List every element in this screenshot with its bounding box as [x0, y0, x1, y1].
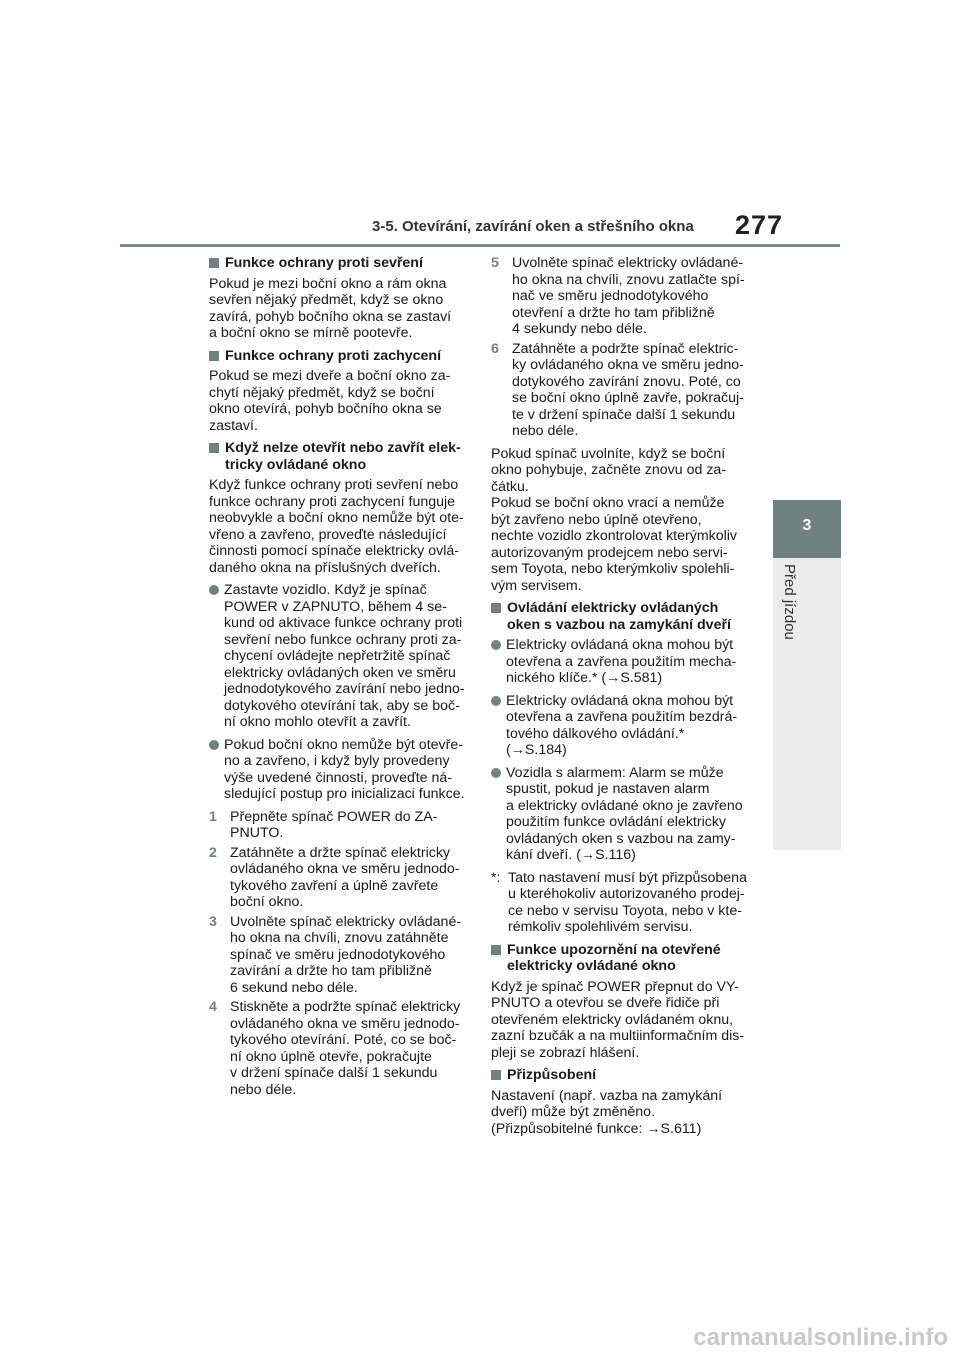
text-line: nebo déle. — [230, 1081, 297, 1098]
text-line: pleji se zobrazí hlášení. — [491, 1044, 640, 1061]
step-item — [209, 999, 469, 1098]
text-line: ce nebo v servisu Toyota, nebo v kte- — [508, 902, 742, 919]
circle-bullet-icon — [491, 768, 501, 778]
page-number: 277 — [735, 210, 784, 240]
text-line: PNUTO a otevřou se dveře řidiče při — [491, 995, 720, 1011]
text-line: Pokud se mezi dveře a boční okno za- — [209, 368, 451, 384]
paragraph — [209, 368, 469, 434]
text-line: ky ovládaného okna ve směru jedno- — [512, 357, 744, 373]
chapter-number: 3 — [802, 517, 812, 534]
text-line: neobvykle a boční okno nemůže být ote- — [209, 510, 464, 526]
text-line: Stiskněte a podržte spínač elektricky — [230, 999, 461, 1015]
circle-bullet-icon — [491, 696, 501, 706]
text-line: a elektricky ovládané okno je zavřeno — [506, 797, 743, 814]
bullet-item — [491, 637, 751, 687]
text-line: Tato nastavení musí být přizpůsobena — [508, 869, 747, 886]
text-line: nebo déle. — [512, 423, 579, 439]
text-line: zazní bzučák a na multiinformačním dis- — [491, 1028, 745, 1044]
text-line: sevření nebo funkce ochrany proti za- — [224, 631, 462, 648]
text-line: dotykového otevírání tak, aby se boč- — [224, 697, 460, 714]
square-bullet-icon — [209, 443, 219, 453]
square-bullet-icon — [491, 1070, 501, 1080]
text-line: nač ve směru jednodotykového — [512, 288, 709, 304]
text-line: výše uvedené činnosti, proveďte ná- — [224, 769, 452, 786]
circle-bullet-icon — [209, 740, 219, 750]
text-line: Zatáhněte a držte spínač elektricky — [230, 844, 451, 861]
text-line: kání dveří. (→S.116) — [506, 847, 636, 863]
text-line: ovládaných oken s vazbou na zamy- — [506, 830, 736, 847]
step-number: 5 — [491, 255, 499, 271]
step-number: 3 — [209, 913, 217, 930]
bullet-item — [209, 582, 469, 731]
text-line: chycení ovládejte nepřetržitě spínač — [224, 648, 451, 664]
left-column — [209, 255, 469, 1101]
text-line: 6 sekund nebo déle. — [230, 979, 358, 996]
step-number: 6 — [491, 340, 499, 357]
square-bullet-icon — [209, 351, 219, 361]
text-line: použitím funkce ovládání elektricky — [506, 814, 727, 830]
text-line: ho okna na chvíli, znovu zatlačte spí- — [512, 271, 745, 288]
text-line: Zastavte vozidlo. Když je spínač — [224, 582, 427, 598]
text-line: chytí nějaký předmět, když se boční — [209, 384, 435, 401]
text-line: Když nelze otevřít nebo zavřít elek- — [225, 440, 461, 456]
text-line: tykového otevírání. Poté, co se boč- — [230, 1032, 457, 1048]
text-line: Pokud spínač uvolníte, když se boční — [491, 445, 726, 462]
text-line: sem Toyota, nebo kterýmkoliv spolehli- — [491, 561, 735, 577]
text-line: Zatáhněte a podržte spínač elektric- — [512, 340, 739, 357]
text-line: kund od aktivace funkce ochrany proti — [224, 615, 463, 631]
text-line: Když je spínač POWER přepnut do VY- — [491, 978, 739, 995]
text-line: elektricky ovládaných oken ve směru — [224, 664, 456, 681]
circle-bullet-icon — [209, 585, 219, 595]
text-line: PNUTO. — [230, 825, 284, 841]
step-item — [209, 914, 469, 997]
heading-window-lock-linked — [491, 600, 751, 633]
text-line: ho okna na chvíli, znovu zatáhněte — [230, 930, 449, 946]
heading-window-cannot-open — [209, 440, 469, 473]
text-line: činnosti pomocí spínače elektricky ovlá- — [209, 543, 459, 559]
step-number: 2 — [209, 844, 217, 861]
text-line: boční okno. — [230, 894, 304, 910]
bullet-item — [209, 737, 469, 803]
step-item — [209, 845, 469, 911]
text-line: Pokud se boční okno vrací a nemůže — [491, 495, 725, 511]
paragraph — [209, 276, 469, 342]
text-line: Uvolněte spínač elektricky ovládané- — [512, 255, 744, 271]
circle-bullet-icon — [491, 640, 501, 650]
chapter-label: Před jízdou — [781, 564, 798, 640]
bullet-item — [491, 693, 751, 759]
square-bullet-icon — [491, 945, 501, 955]
text-line: sevřen nějaký předmět, když se okno — [209, 292, 444, 308]
text-line: sledující postup pro inicializaci funkce. — [224, 786, 465, 802]
text-line: dveří) může být změněno. — [491, 1104, 656, 1120]
heading-customization: Přizpůsobení — [491, 1067, 751, 1084]
text-line: dotykového zavírání znovu. Poté, co — [512, 373, 741, 390]
text-line: otevřena a zavřena použitím bezdrá- — [506, 709, 738, 725]
text-line: tykového zavření a úplně zavřete — [230, 877, 439, 894]
step-item — [209, 809, 469, 842]
text-line: a boční okno se mírně pootevře. — [209, 325, 413, 341]
text-line: otevřeném elektricky ovládaném oknu, — [491, 1011, 734, 1028]
text-line: Elektricky ovládaná okna mohou být — [506, 637, 734, 653]
text-line: Elektricky ovládaná okna mohou být — [506, 692, 734, 709]
text-line: nechte vozidlo zkontrolovat kterýmkoliv — [491, 528, 738, 544]
text-line: spustit, pokud je nastaven alarm — [506, 781, 710, 797]
text-line: tricky ovládané okno — [225, 456, 367, 473]
text-line: autorizovaným prodejcem nebo servi- — [491, 544, 728, 561]
text-line: Když funkce ochrany proti sevření nebo — [209, 477, 459, 493]
text-line: otevřena a zavřena použitím mecha- — [506, 653, 737, 670]
text-line: daného okna na příslušných dveřích. — [209, 559, 441, 576]
paragraph — [491, 1088, 751, 1138]
heading-open-window-warning — [491, 942, 751, 975]
text-line: ní okno mohlo otevřít a zavřít. — [224, 714, 411, 730]
text-line: no a zavřeno, i když byly provedeny — [224, 753, 450, 769]
text-line: být zavřeno nebo úplně otevřeno, — [491, 511, 702, 528]
text-line: spínač ve směru jednodotykového — [230, 946, 446, 963]
footnote-mark: *: — [491, 869, 501, 886]
text-line: Funkce upozornění na otevřené — [507, 941, 721, 958]
text-line: u kteréhokoliv autorizovaného prodej- — [508, 886, 745, 902]
text-line: tového dálkového ovládání.* — [506, 725, 685, 742]
text-line: čátku. — [491, 478, 529, 495]
text-line: (→S.184) — [506, 742, 567, 758]
text-line: Ovládání elektricky ovládaných — [507, 600, 719, 616]
text-line: okno pohybuje, začněte znovu od za- — [491, 462, 727, 478]
step-number: 1 — [209, 808, 217, 825]
step-number: 4 — [209, 999, 217, 1015]
footnote — [491, 870, 751, 936]
paragraph — [491, 446, 751, 595]
square-bullet-icon — [491, 603, 501, 613]
right-column — [491, 255, 751, 1143]
heading-catch-protection: Funkce ochrany proti zachycení — [209, 348, 469, 365]
paragraph — [209, 477, 469, 576]
step-item — [491, 255, 751, 338]
bullet-item — [491, 765, 751, 864]
text-line: zastaví. — [209, 417, 258, 434]
text-line: jednodotykového zavírání nebo jedno- — [224, 681, 465, 697]
paragraph — [491, 979, 751, 1062]
text-line: otevření a držte ho tam přibližně — [512, 304, 715, 321]
text-line: ní okno úplně otevře, pokračujte — [230, 1048, 432, 1065]
text-line: zavírání a držte ho tam přibližně — [230, 963, 432, 979]
text-line: funkce ochrany proti zachycení funguje — [209, 493, 456, 510]
text-line: (Přizpůsobitelné funkce: →S.611) — [491, 1120, 702, 1137]
text-line: se boční okno úplně zavře, pokračuj- — [512, 390, 744, 406]
step-item — [491, 341, 751, 440]
text-line: Pokud je mezi boční okno a rám okna — [209, 275, 447, 292]
text-line: POWER v ZAPNUTO, během 4 se- — [224, 598, 447, 615]
text-line: zavírá, pohyb bočního okna se zastaví — [209, 308, 452, 325]
text-line: ovládaného okna ve směru jednodo- — [230, 861, 460, 877]
text-line: v držení spínače další 1 sekundu — [230, 1065, 438, 1081]
text-line: vřeno a zavřeno, proveďte následující — [209, 526, 447, 543]
text-line: rémkoliv spolehlivém servisu. — [508, 919, 693, 935]
text-line: Vozidla s alarmem: Alarm se může — [506, 764, 724, 781]
heading-pinch-protection: Funkce ochrany proti sevření — [209, 255, 469, 272]
watermark: carmanualsonline.info — [693, 1324, 948, 1351]
square-bullet-icon — [209, 258, 219, 268]
chapter-tab — [773, 500, 841, 558]
text-line: te v držení spínače další 1 sekundu — [512, 406, 736, 423]
text-line: nického klíče.* (→S.581) — [506, 670, 663, 686]
section-title: 3-5. Otevírání, zavírání oken a střešního okna — [372, 218, 694, 235]
text-line: Nastavení (např. vazba na zamykání — [491, 1087, 723, 1104]
header-divider — [120, 244, 840, 247]
text-line: 4 sekundy nebo déle. — [512, 321, 647, 337]
text-line: Pokud boční okno nemůže být otevře- — [224, 736, 463, 753]
text-line: vým servisem. — [491, 577, 582, 594]
text-line: oken s vazbou na zamykání dveří — [507, 616, 731, 633]
text-line: elektricky ovládané okno — [507, 958, 676, 974]
text-line: Uvolněte spínač elektricky ovládané- — [230, 913, 462, 930]
text-line: Přepněte spínač POWER do ZA- — [230, 808, 438, 825]
text-line: okno otevírá, pohyb bočního okna se — [209, 401, 442, 417]
text-line: ovládaného okna ve směru jednodo- — [230, 1015, 460, 1032]
